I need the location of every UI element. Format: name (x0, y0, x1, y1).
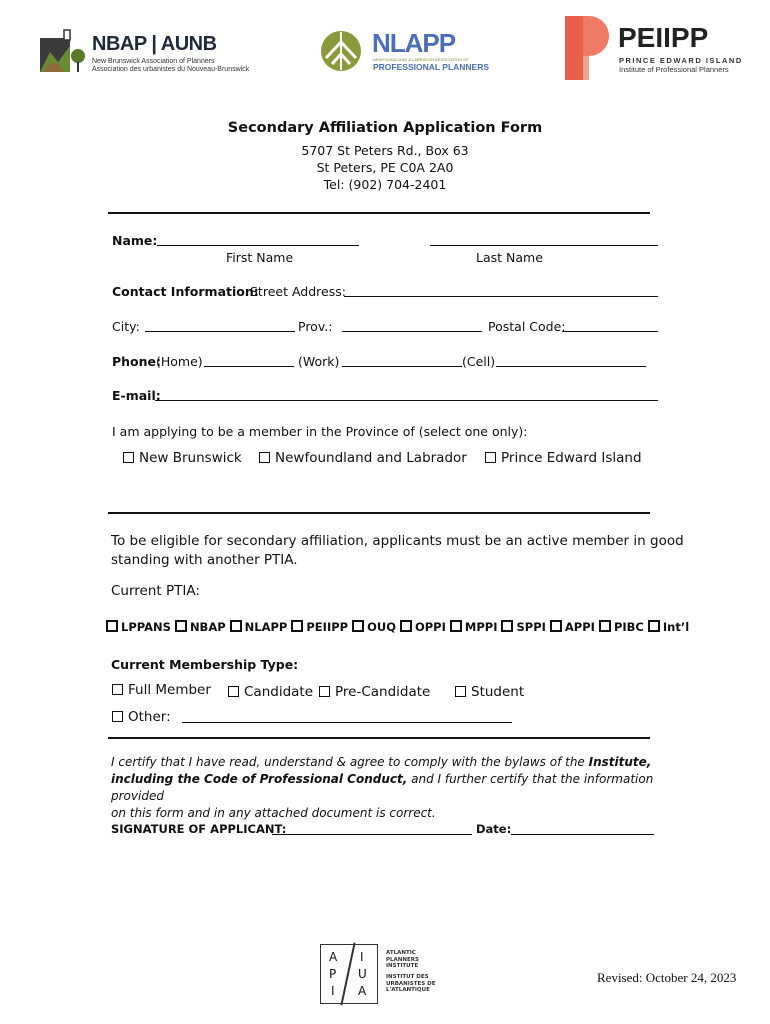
checkbox-icon[interactable] (291, 620, 303, 632)
nbap-english-name: New Brunswick Association of Planners (92, 58, 215, 65)
certify-line-1: I certify that I have read, understand & agree to comply with the bylaws of the (111, 755, 589, 769)
nlapp-logo (320, 28, 490, 76)
api-letter: P (329, 967, 337, 981)
checkbox-icon[interactable] (106, 620, 118, 632)
ptia-option-nlapp[interactable] (230, 620, 288, 634)
ptia-label: Int’l (662, 620, 690, 634)
api-letter: U (358, 967, 367, 981)
peiipp-province: PRINCE EDWARD ISLAND (619, 56, 743, 65)
certify-line-3: on this form and in any attached document is correct. (111, 806, 436, 820)
email-label: E-mail: (112, 388, 161, 403)
ptia-label: MPPI (464, 620, 498, 634)
certify-text (111, 754, 656, 822)
province-nl-label: Newfoundland and Labrador (275, 450, 467, 466)
api-en-line: INSTITUTE (386, 963, 419, 969)
province-option-nb[interactable] (123, 450, 242, 466)
revised-date: Revised: October 24, 2023 (597, 970, 737, 985)
date-field[interactable] (511, 822, 654, 835)
checkbox-icon[interactable] (123, 452, 134, 463)
other-membership-field[interactable] (182, 710, 512, 723)
nlapp-name: NLAPP (372, 28, 456, 58)
ptia-option-oppi[interactable] (400, 620, 446, 634)
address-line-1: 5707 St Peters Rd., Box 63 (301, 143, 469, 158)
peiipp-name: PEIIPP (618, 22, 709, 53)
nlapp-subtitle: NEWFOUNDLAND & LABRADOR ASSOCIATION OF (373, 57, 469, 62)
nbap-emblem-icon (38, 26, 86, 74)
province-pei-label: Prince Edward Island (501, 450, 642, 466)
checkbox-icon[interactable] (230, 620, 242, 632)
ptia-option-pibc[interactable] (599, 620, 644, 634)
contact-label: Contact Information: (112, 284, 259, 299)
signature-field[interactable] (272, 822, 472, 835)
ptia-option-peiipp[interactable] (291, 620, 348, 634)
certify-line-2: and I further certify that the information provided (111, 772, 654, 803)
form-title: Secondary Affiliation Application Form (227, 120, 543, 136)
ptia-option-lppans[interactable] (106, 620, 171, 634)
checkbox-icon[interactable] (112, 684, 123, 695)
ptia-label: OPPI (414, 620, 446, 634)
api-letter: A (329, 950, 338, 964)
signature-label: SIGNATURE OF APPLICANT: (111, 822, 287, 836)
ptia-option-sppi[interactable] (501, 620, 545, 634)
checkbox-icon[interactable] (259, 452, 270, 463)
ptia-label: OUQ (367, 620, 396, 634)
checkbox-icon[interactable] (319, 686, 330, 697)
email-field[interactable] (155, 388, 658, 401)
prov-label: Prov.: (298, 319, 333, 334)
home-label: (Home) (156, 354, 203, 369)
current-ptia-label: Current PTIA: (111, 583, 200, 599)
date-label: Date: (476, 822, 512, 836)
ptia-label: NLAPP (244, 620, 288, 634)
street-address-field[interactable] (344, 284, 658, 297)
nlapp-professional-planners: PROFESSIONAL PLANNERS (373, 62, 490, 72)
ptia-options (106, 620, 693, 634)
ptia-option-mppi[interactable] (450, 620, 498, 634)
peiipp-emblem-icon (565, 16, 609, 80)
membership-type-label: Current Membership Type: (111, 657, 299, 672)
divider (108, 737, 650, 739)
api-english-name (386, 950, 419, 970)
membership-option-other[interactable] (112, 709, 171, 725)
province-prompt: I am applying to be a member in the Province of (select one only): (112, 424, 528, 439)
api-fr-line: URBANISTES DE (386, 980, 436, 987)
checkbox-icon[interactable] (455, 686, 466, 697)
cell-phone-field[interactable] (496, 354, 646, 367)
checkbox-icon[interactable] (352, 620, 364, 632)
cell-label: (Cell) (462, 354, 496, 369)
ptia-label: LPPANS (121, 620, 171, 634)
checkbox-icon[interactable] (599, 620, 611, 632)
nlapp-emblem-icon (320, 30, 362, 72)
checkbox-icon[interactable] (648, 620, 660, 632)
checkbox-icon[interactable] (550, 620, 562, 632)
province-nb-label: New Brunswick (139, 450, 242, 466)
membership-option-full[interactable] (112, 682, 211, 698)
ptia-label: PIBC (613, 620, 644, 634)
checkbox-icon[interactable] (112, 711, 123, 722)
street-label: Street Address: (250, 284, 346, 299)
phone-label: Phone: (112, 354, 162, 369)
eligibility-text-2: standing with another PTIA. (111, 552, 298, 568)
nbap-name: NBAP | AUNB (92, 33, 217, 55)
ptia-option-nbap[interactable] (175, 620, 226, 634)
divider (108, 212, 650, 214)
city-field[interactable] (145, 319, 295, 332)
ptia-label: SPPI (516, 620, 546, 634)
home-phone-field[interactable] (204, 354, 294, 367)
province-option-pei[interactable] (485, 450, 642, 466)
postal-label: Postal Code: (488, 319, 566, 334)
api-logo (320, 944, 440, 1004)
nbap-french-name: Association des urbanistes du Nouveau-Brunswick (92, 66, 250, 73)
api-en-line: PLANNERS (386, 956, 419, 963)
membership-label: Full Member (128, 682, 211, 698)
address-line-2: St Peters, PE C0A 2A0 (316, 160, 454, 175)
api-en-line: ATLANTIC (386, 950, 416, 956)
province-field[interactable] (342, 319, 482, 332)
api-french-name (386, 974, 435, 994)
eligibility-text-1: To be eligible for secondary affiliation, applicants must be an active member in good (111, 533, 684, 549)
ptia-option-ouq[interactable] (352, 620, 396, 634)
first-name-caption: First Name (226, 250, 294, 265)
certify-institute: Institute, (588, 755, 652, 769)
membership-label: Pre-Candidate (335, 684, 431, 700)
telephone: Tel: (902) 704-2401 (323, 177, 447, 192)
peiipp-institute: Institute of Professional Planners (619, 65, 729, 74)
ptia-label: PEIIPP (306, 620, 349, 634)
checkbox-icon[interactable] (485, 452, 496, 463)
checkbox-icon[interactable] (228, 686, 239, 697)
checkbox-icon[interactable] (400, 620, 412, 632)
checkbox-icon[interactable] (501, 620, 513, 632)
ptia-label: NBAP (189, 620, 226, 634)
nbap-logo (38, 26, 248, 76)
membership-label: Student (471, 684, 525, 700)
api-letter: I (360, 950, 364, 964)
membership-option-pre-candidate[interactable] (319, 684, 430, 700)
api-letter: A (358, 984, 367, 998)
ptia-label: APPI (564, 620, 595, 634)
membership-option-student[interactable] (455, 684, 524, 700)
membership-other-label: Other: (128, 709, 171, 725)
api-fr-line: INSTITUT DES (386, 974, 429, 980)
last-name-field[interactable] (430, 233, 658, 246)
ptia-option-appi[interactable] (550, 620, 595, 634)
last-name-caption: Last Name (476, 250, 543, 265)
province-option-nl[interactable] (259, 450, 467, 466)
city-label: City: (112, 319, 140, 334)
peiipp-logo (565, 16, 745, 82)
api-letter: I (331, 984, 335, 998)
checkbox-icon[interactable] (450, 620, 462, 632)
postal-code-field[interactable] (562, 319, 658, 332)
api-fr-line: L'ATLANTIQUE (386, 987, 430, 993)
checkbox-icon[interactable] (175, 620, 187, 632)
divider (108, 512, 650, 514)
first-name-field[interactable] (157, 233, 359, 246)
membership-option-candidate[interactable] (228, 684, 313, 700)
name-label: Name: (112, 233, 158, 248)
membership-label: Candidate (244, 684, 314, 700)
work-label: (Work) (298, 354, 340, 369)
certify-code-of-conduct: including the Code of Professional Conduct, (111, 772, 408, 786)
ptia-option-intl[interactable] (648, 620, 689, 634)
work-phone-field[interactable] (342, 354, 462, 367)
